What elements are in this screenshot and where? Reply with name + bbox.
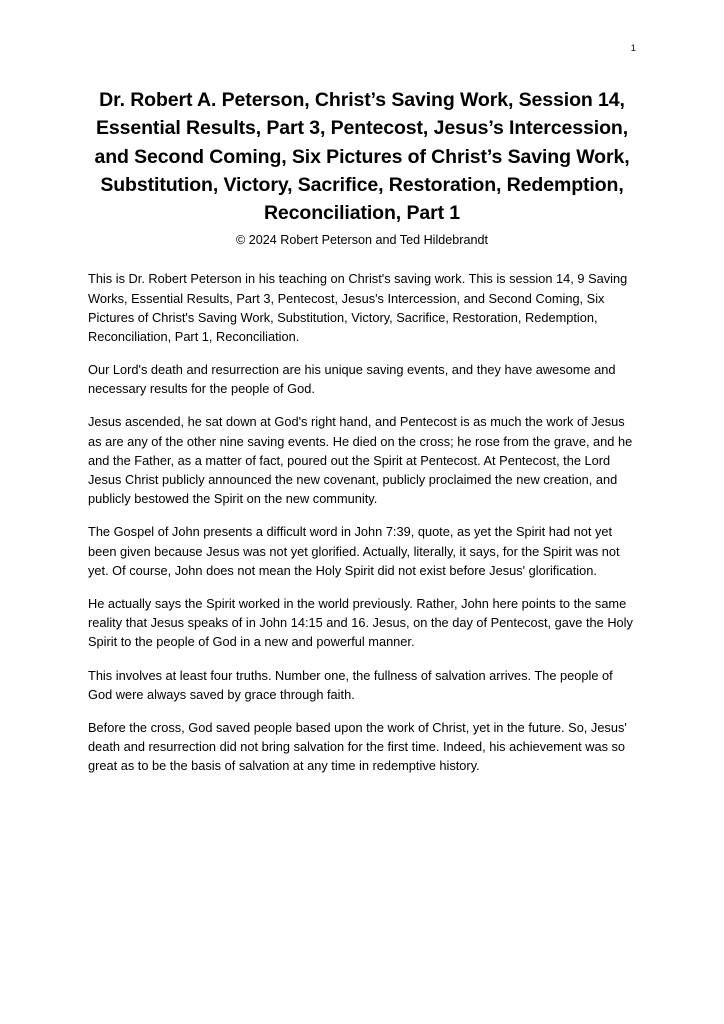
copyright-line: © 2024 Robert Peterson and Ted Hildebrandt <box>236 233 488 248</box>
page-title: Dr. Robert A. Peterson, Christ’s Saving Work, Session 14, Essential Results, Part 3, Pentecost, Jesus’s Intercession, and Second Coming, Six Pictures of Christ’s Saving Work, Substitution, Victory, Sacrifice, Restoration, Redemption, Reconciliation, Part 1 <box>94 89 630 225</box>
page-number: 1 <box>630 43 636 54</box>
paragraph: The Gospel of John presents a difficult word in John 7:39, quote, as yet the Spirit had not yet been given because Jesus was not yet glorified. Actually, literally, it says, for the Spirit was not yet. Of course, John does not mean the Holy Spirit did not exist before Jesus' glorification. <box>88 524 620 578</box>
document-content <box>88 86 636 775</box>
paragraph: He actually says the Spirit worked in the world previously. Rather, John here points to the same reality that Jesus speaks of in John 14:15 and 16. Jesus, on the day of Pentecost, gave the Holy Spirit to the people of God in a new and powerful manner. <box>88 595 633 650</box>
paragraph: Our Lord's death and resurrection are his unique saving events, and they have awesome and necessary results for the people of God. <box>88 362 616 397</box>
paragraph: This is Dr. Robert Peterson in his teaching on Christ's saving work. This is session 14, 9 Saving Works, Essential Results, Part 3, Pentecost, Jesus's Intercession, and Second Coming, Six Pictures of Christ's Saving Work, Substitution, Victory, Sacrifice, Restoration, Redemption, Reconciliation, Part 1, Reconciliation. <box>88 271 628 344</box>
paragraph: This involves at least four truths. Number one, the fullness of salvation arrives. The people of God were always saved by grace through faith. <box>88 667 613 702</box>
paragraph: Before the cross, God saved people based upon the work of Christ, yet in the future. So, Jesus' death and resurrection did not bring salvation for the first time. Indeed, his achievement was so great as to be the basis of salvation at any time in redemptive history. <box>88 719 627 774</box>
body-text <box>88 269 636 775</box>
paragraph: Jesus ascended, he sat down at God's right hand, and Pentecost is as much the work of Jesus as are any of the other nine saving events. He died on the cross; he rose from the grave, and he and the Father, as a matter of fact, poured out the Spirit at Pentecost. At Pentecost, the Lord Jesus Christ publicly announced the new covenant, publicly proclaimed the new creation, and publicly bestowed the Spirit on the new community. <box>88 414 633 507</box>
